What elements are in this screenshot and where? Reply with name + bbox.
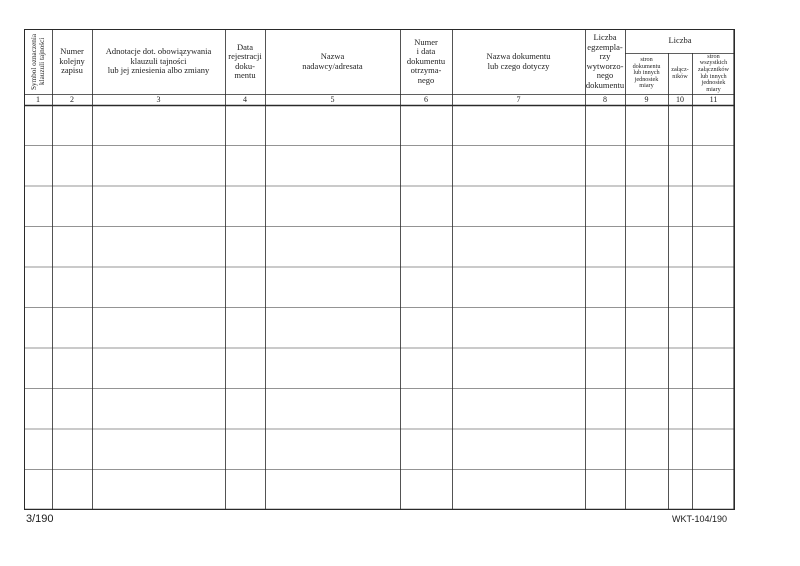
column-header-11: stron wszystkich załączników lub innych jednostek miary xyxy=(698,54,729,93)
column-header-3: Adnotacje dot. obowiązywania klauzuli tajności lub jej zniesienia albo zmiany xyxy=(105,46,212,76)
column-number-2: 2 xyxy=(70,94,74,104)
column-header-10: załącz- ników xyxy=(671,65,689,80)
column-number-6: 6 xyxy=(424,94,428,104)
column-number-5: 5 xyxy=(330,94,335,104)
column-header-4: Data rejestracji doku- mentu xyxy=(228,41,262,80)
column-number-3: 3 xyxy=(156,94,161,104)
column-number-8: 8 xyxy=(603,94,607,104)
column-number-10: 10 xyxy=(676,94,684,104)
column-number-9: 9 xyxy=(644,94,649,104)
column-header-7: Nazwa dokumentu lub czego dotyczy xyxy=(486,51,551,71)
column-number-7: 7 xyxy=(516,94,521,104)
column-header-9: stron dokumentu lub innych jednostek miary xyxy=(632,56,661,90)
column-header-5: Nazwa nadawcy/adresata xyxy=(302,51,363,71)
column-number-11: 11 xyxy=(709,94,718,104)
page-number: 3/190 xyxy=(26,513,54,525)
column-header-8: Liczba egzempla- rzy wytworzo- nego dokumentu xyxy=(586,32,624,90)
form-code: WKT-104/190 xyxy=(672,514,728,524)
column-number-1: 1 xyxy=(36,94,40,104)
column-number-4: 4 xyxy=(243,94,247,104)
column-header-2: Numer kolejny zapisu xyxy=(59,46,85,76)
column-header-1: Symbol oznaczenia klauzuli tajności xyxy=(30,33,46,90)
column-header-6: Numer i data dokumentu otrzyma- nego xyxy=(406,36,446,85)
group-header-liczba: Liczba xyxy=(668,35,692,46)
